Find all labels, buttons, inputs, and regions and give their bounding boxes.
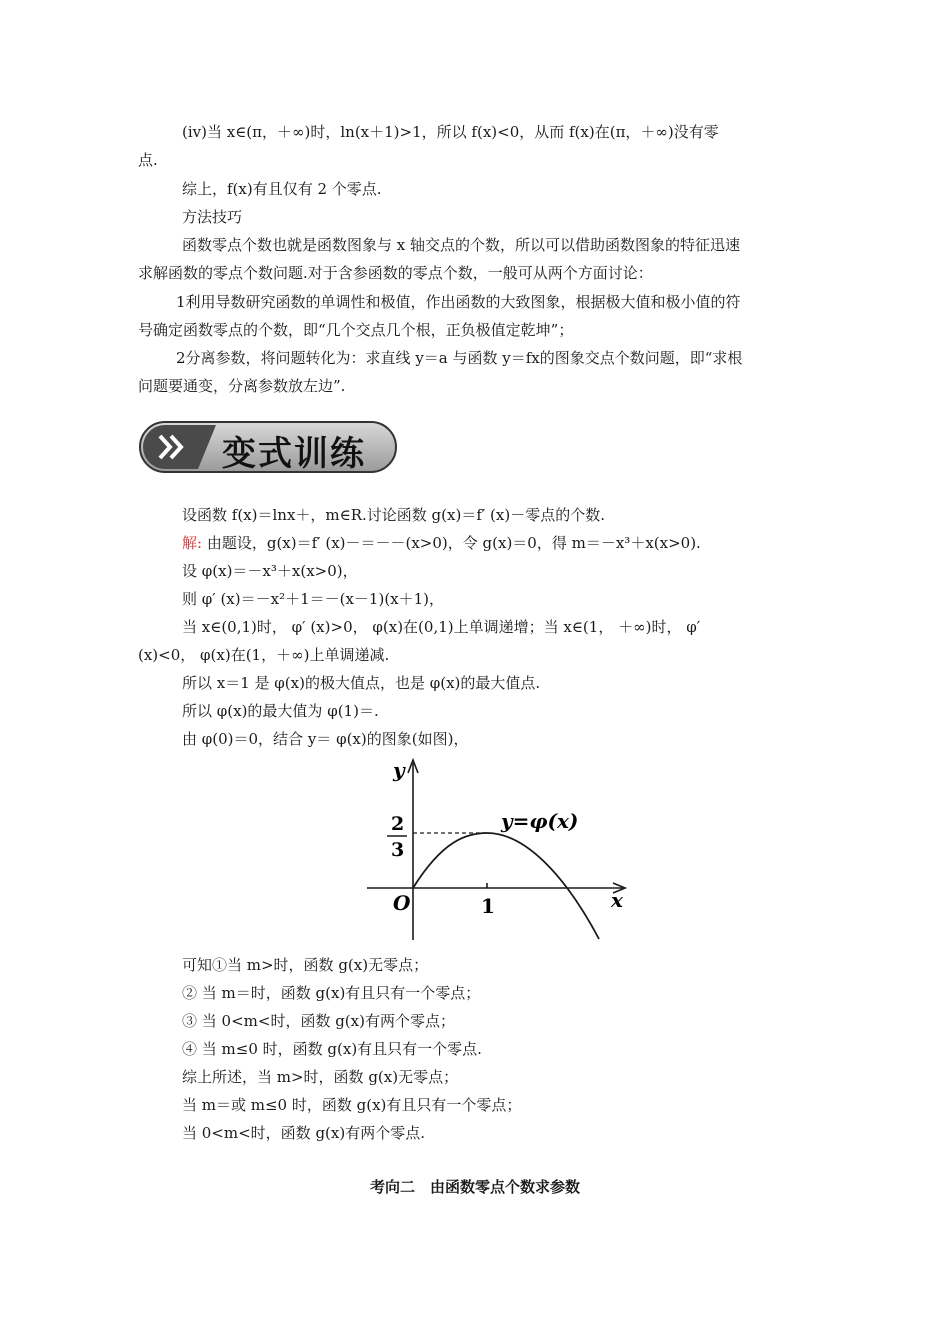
max-value-denominator: 3 xyxy=(391,839,405,861)
text-line: (iv)当 x∈(π，＋∞)时，ln(x＋1)>1，所以 f(x)<0，从而 f(x)在(π，＋∞)没有零 xyxy=(182,123,719,141)
method-heading: 方法技巧 xyxy=(182,208,243,226)
tick-label-1: 1 xyxy=(481,894,495,918)
x-axis-label: x xyxy=(611,888,623,912)
text-line: 综上所述，当 m>时，函数 g(x)无零点； xyxy=(182,1068,459,1086)
text-line: 综上，f(x)有且仅有 2 个零点. xyxy=(182,180,382,198)
text-line: (x)<0， φ(x)在(1，＋∞)上单调递减. xyxy=(138,646,390,664)
text-line: 则 φ′ (x)＝－x²＋1＝－(x－1)(x＋1)， xyxy=(182,590,445,608)
text-line: 函数零点个数也就是函数图象与 x 轴交点的个数，所以可以借助函数图象的特征迅速 xyxy=(182,236,740,254)
text-line: 问题要通变，分离参数放左边”. xyxy=(138,377,346,395)
text-line: ④ 当 m≤0 时，函数 g(x)有且只有一个零点. xyxy=(182,1040,482,1058)
phi-curve xyxy=(413,833,599,939)
banner-title: 变式训练 xyxy=(222,434,366,474)
text-line: ② 当 m＝时，函数 g(x)有且只有一个零点； xyxy=(182,984,481,1002)
text-line: ③ 当 0<m<时，函数 g(x)有两个零点； xyxy=(182,1012,455,1030)
function-graph xyxy=(355,755,635,949)
curve-label: y=φ(x) xyxy=(501,809,579,833)
text-line: 2分离参数，将问题转化为：求直线 y＝a 与函数 y＝fx的图象交点个数问题，即“求根 xyxy=(176,349,743,367)
text-line: 可知①当 m>时，函数 g(x)无零点； xyxy=(182,956,429,974)
question-text: 设函数 f(x)＝lnx＋，m∈R.讨论函数 g(x)＝f′ (x)－零点的个数. xyxy=(182,506,605,524)
text-line: 所以 x＝1 是 φ(x)的极大值点，也是 φ(x)的最大值点. xyxy=(182,674,541,692)
text-line: 设 φ(x)＝－x³＋x(x>0)， xyxy=(182,562,358,580)
section-banner xyxy=(138,420,398,474)
text-line: 1利用导数研究函数的单调性和极值，作出函数的大致图象，根据极大值和极小值的符 xyxy=(176,293,741,311)
solution-text: 由题设，g(x)＝f′ (x)－＝－－(x>0)，令 g(x)＝0，得 m＝－x³＋x(x>0). xyxy=(206,534,701,552)
text-line: 当 0<m<时，函数 g(x)有两个零点. xyxy=(182,1124,425,1142)
graph-svg xyxy=(355,755,635,945)
text-line: 当 x∈(0,1)时， φ′ (x)>0， φ(x)在(0,1)上单调递增；当 x∈(1， ＋∞)时， φ′ xyxy=(182,618,701,636)
origin-label: O xyxy=(393,891,411,915)
text-line: 所以 φ(x)的最大值为 φ(1)＝. xyxy=(182,702,379,720)
text-line: 求解函数的零点个数问题.对于含参函数的零点个数，一般可从两个方面讨论： xyxy=(138,264,653,282)
text-line: 点. xyxy=(138,151,158,169)
solution-line xyxy=(182,533,701,553)
solution-label: 解: xyxy=(182,534,203,552)
y-axis-label: y xyxy=(393,758,405,782)
section-title: 考向二 由函数零点个数求参数 xyxy=(369,1178,580,1196)
text-line: 号确定函数零点的个数，即“几个交点几个根，正负极值定乾坤”； xyxy=(138,321,574,339)
text-line: 由 φ(0)＝0，结合 y＝ φ(x)的图象(如图)， xyxy=(182,730,469,748)
max-value-numerator: 2 xyxy=(391,813,405,835)
text-line: 当 m＝或 m≤0 时，函数 g(x)有且只有一个零点； xyxy=(182,1096,522,1114)
